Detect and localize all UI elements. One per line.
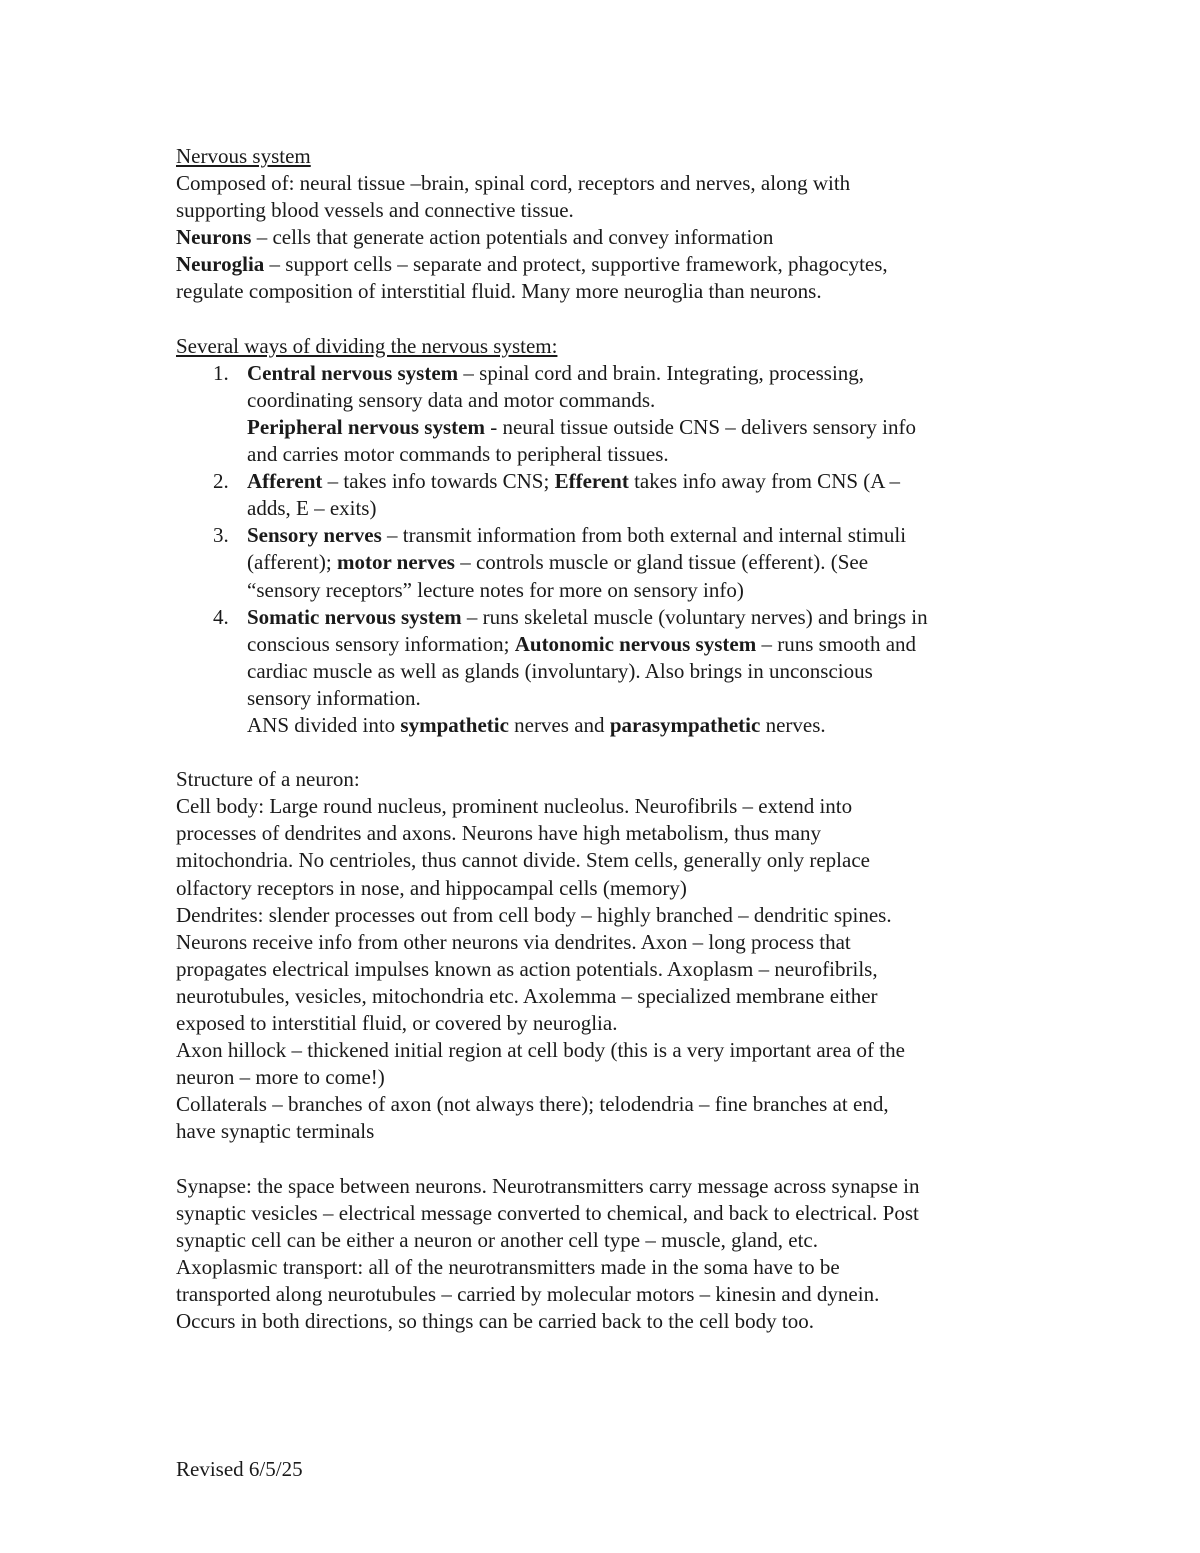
list-number: 3. (213, 523, 229, 548)
paragraph-line: Neurons receive info from other neurons via dendrites. Axon – long process that (176, 929, 851, 954)
section-heading-structure: Structure of a neuron: (176, 767, 360, 792)
definition-text: – runs smooth and (756, 631, 917, 656)
definition-text: – runs skeletal muscle (voluntary nerves) and brings in (461, 604, 928, 629)
term-neurons: Neurons (176, 225, 252, 250)
paragraph-line: transported along neurotubules – carried by molecular motors – kinesin and dynein. (176, 1281, 880, 1306)
neuroglia-definition (176, 251, 1036, 278)
neuroglia-line: regulate composition of interstitial fluid. Many more neuroglia than neurons. (176, 279, 822, 304)
neurons-definition (176, 224, 1036, 251)
paragraph-line: Axon hillock – thickened initial region at cell body (this is a very important area of the (176, 1038, 905, 1063)
paragraph-line: mitochondria. No centrioles, thus cannot divide. Stem cells, generally only replace (176, 848, 870, 873)
paragraph-line: Occurs in both directions, so things can be carried back to the cell body too. (176, 1309, 814, 1334)
definition-text: conscious sensory information; (247, 631, 515, 656)
list-item (176, 604, 1036, 739)
definition-text: nerves and (508, 712, 610, 737)
term-cns: Central nervous system (247, 360, 459, 385)
list-item (176, 468, 1036, 522)
definition-text: – spinal cord and brain. Integrating, processing, (458, 360, 865, 385)
term-sympathetic: sympathetic (400, 712, 509, 737)
list-number: 2. (213, 469, 229, 494)
list-line: coordinating sensory data and motor commands. (247, 387, 656, 412)
list-number: 1. (213, 360, 229, 385)
paragraph-line: Collaterals – branches of axon (not always there); telodendria – fine branches at end, (176, 1092, 889, 1117)
revision-footer: Revised 6/5/25 (176, 1457, 303, 1481)
paragraph-line: Dendrites: slender processes out from cell body – highly branched – dendritic spines. (176, 902, 892, 927)
definition-text: - neural tissue outside CNS – delivers sensory info (484, 414, 916, 439)
term-sensory-nerves: Sensory nerves (247, 523, 382, 548)
paragraph-line: propagates electrical impulses known as action potentials. Axoplasm – neurofibrils, (176, 956, 878, 981)
structure-paragraph (176, 793, 1036, 1145)
list-line: cardiac muscle as well as glands (involuntary). Also brings in unconscious (247, 658, 873, 683)
definition-text: ANS divided into (247, 712, 401, 737)
paragraph-line: Synapse: the space between neurons. Neurotransmitters carry message across synapse in (176, 1173, 920, 1198)
intro-line: Composed of: neural tissue –brain, spinal cord, receptors and nerves, along with (176, 171, 851, 196)
definition-text: – cells that generate action potentials and convey information (251, 225, 774, 250)
definition-text: takes info away from CNS (A – (628, 469, 901, 494)
list-line: sensory information. (247, 685, 421, 710)
definition-text: – takes info towards CNS; (322, 469, 555, 494)
term-afferent: Afferent (247, 469, 323, 494)
section-heading-nervous-system: Nervous system (176, 144, 311, 168)
term-efferent: Efferent (554, 469, 629, 494)
paragraph-line: have synaptic terminals (176, 1119, 375, 1144)
term-parasympathetic: parasympathetic (609, 712, 761, 737)
paragraph-line: processes of dendrites and axons. Neurons have high metabolism, thus many (176, 821, 822, 846)
document-body (176, 143, 1036, 1335)
paragraph-line: neurotubules, vesicles, mitochondria etc. Axolemma – specialized membrane either (176, 983, 878, 1008)
intro-line: supporting blood vessels and connective tissue. (176, 198, 574, 223)
definition-text: – controls muscle or gland tissue (efferent). (See (454, 550, 869, 575)
list-line: adds, E – exits) (247, 496, 377, 521)
section-heading-dividing: Several ways of dividing the nervous system: (176, 333, 558, 358)
paragraph-line: Axoplasmic transport: all of the neurotransmitters made in the soma have to be (176, 1254, 840, 1279)
paragraph-line: synaptic cell can be either a neuron or another cell type – muscle, gland, etc. (176, 1227, 818, 1252)
term-pns: Peripheral nervous system (247, 414, 485, 439)
list-number: 4. (213, 604, 229, 629)
definition-text: nerves. (760, 712, 826, 737)
list-line: and carries motor commands to peripheral tissues. (247, 442, 669, 467)
definition-text: – support cells – separate and protect, supportive framework, phagocytes, (264, 252, 888, 277)
term-motor-nerves: motor nerves (336, 550, 455, 575)
paragraph-line: synaptic vesicles – electrical message converted to chemical, and back to electrical. Post (176, 1200, 919, 1225)
definition-text: (afferent); (247, 550, 337, 575)
paragraph-line: neuron – more to come!) (176, 1065, 385, 1090)
synapse-paragraph (176, 1173, 1036, 1336)
term-neuroglia: Neuroglia (176, 252, 265, 277)
term-autonomic: Autonomic nervous system (514, 631, 757, 656)
paragraph-line: olfactory receptors in nose, and hippocampal cells (memory) (176, 875, 687, 900)
paragraph-line: Cell body: Large round nucleus, prominent nucleolus. Neurofibrils – extend into (176, 794, 853, 819)
list-item (176, 522, 1036, 603)
definition-text: – transmit information from both external and internal stimuli (381, 523, 907, 548)
term-somatic: Somatic nervous system (247, 604, 462, 629)
list-line: “sensory receptors” lecture notes for more on sensory info) (247, 577, 744, 602)
list-item (176, 360, 1036, 468)
paragraph-line: exposed to interstitial fluid, or covered by neuroglia. (176, 1011, 618, 1035)
